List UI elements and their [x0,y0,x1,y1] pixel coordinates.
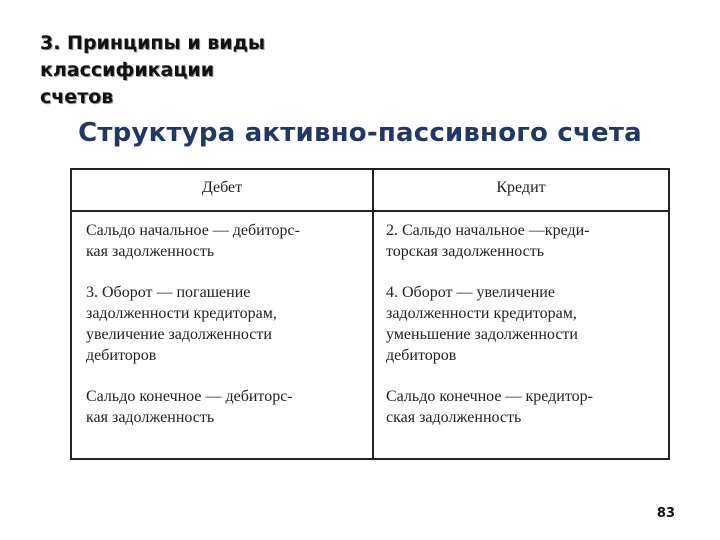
page-number: 83 [656,506,675,521]
cell-line: увеличение задолженности [86,326,272,343]
debit-header: Дебет [201,179,243,196]
section-heading-line: 3. Принципы и виды [40,32,266,54]
credit-column [386,220,666,448]
section-heading [40,30,340,111]
account-structure-table [70,168,670,460]
cell-line: задолженности кредиторам, [386,305,577,322]
credit-header: Кредит [496,179,546,196]
cell-line: кая задолженность [86,409,215,426]
cell-line: дебиторов [386,347,457,364]
cell-line: торская задолженность [386,243,545,260]
table-header-row [72,170,668,212]
cell-line: Сальдо конечное — кредитор- [386,388,593,405]
section-heading-line: счетов [40,86,114,108]
credit-opening-balance [386,220,666,262]
debit-closing-balance [86,386,366,428]
credit-closing-balance [386,386,666,428]
debit-turnover [86,282,366,366]
cell-line: уменьшение задолженности [386,326,578,343]
cell-line: Сальдо начальное — дебиторс- [86,222,300,239]
section-heading-line: классификации [40,59,215,81]
slide-title: Структура активно-пассивного счета [78,118,642,148]
cell-line: 4. Оборот — увеличение [386,284,555,301]
cell-line: 2. Сальдо начальное —креди- [386,222,590,239]
column-divider [372,170,374,458]
cell-line: Сальдо конечное — дебиторс- [86,388,293,405]
cell-line: 3. Оборот — погашение [86,284,251,301]
credit-turnover [386,282,666,366]
debit-opening-balance [86,220,366,262]
debit-column [86,220,366,448]
cell-line: кая задолженность [86,243,215,260]
cell-line: дебиторов [86,347,157,364]
cell-line: задолженности кредиторам, [86,305,277,322]
cell-line: ская задолженность [386,409,522,426]
